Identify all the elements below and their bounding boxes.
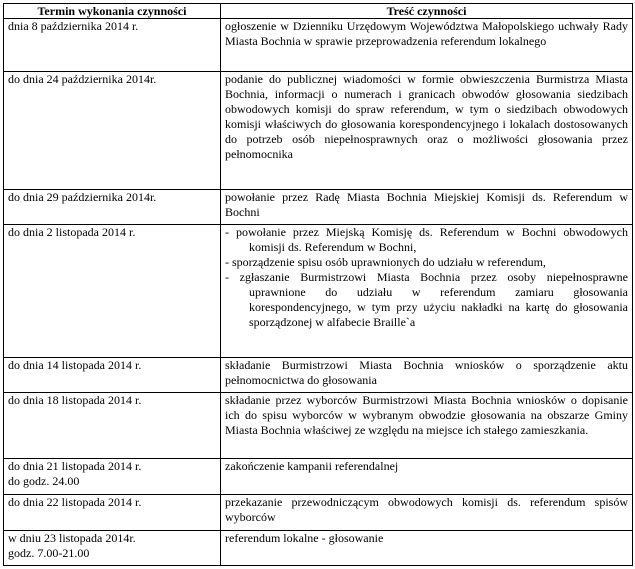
term-date: do dnia 18 listopada 2014 r. (8, 393, 142, 407)
activity-list-item: - zgłaszanie Burmistrzowi Miasta Bochnia przez osoby niepełnosprawne uprawnione do udziału w referendum zamiaru głosowania korespondencyjnego, w tym przy użyciu nakładki na kartę do głosowania sporządzonej w alfabecie Braille`a (225, 270, 628, 329)
activity-list (225, 225, 628, 330)
table-row (4, 72, 633, 190)
term-cell (4, 459, 221, 495)
term-time: do godz. 24.00 (8, 474, 80, 488)
table-row (4, 459, 633, 495)
table-row (4, 358, 633, 393)
term-cell (4, 531, 221, 566)
term-cell (4, 72, 221, 190)
term-cell (4, 358, 221, 393)
term-cell (4, 19, 221, 72)
header-row (4, 4, 633, 19)
header-activity: Treść czynności (221, 4, 633, 19)
activity-cell: składanie Burmistrzowi Miasta Bochnia wniosków o sporządzenie aktu pełnomocnictwa do głosowania (221, 358, 633, 393)
activity-cell: składanie przez wyborców Burmistrzowi Miasta Bochnia wniosków o dopisanie ich do spisu wyborców w wybranym obwodzie głosowania na obszarze Gminy Miasta Bochnia właściwej ze względu na miejsce ich stałego zamieszkania. (221, 393, 633, 459)
header-term: Termin wykonania czynności (4, 4, 221, 19)
term-date: do dnia 29 października 2014r. (8, 190, 157, 204)
term-date: dnia 8 października 2014 r. (8, 19, 139, 33)
term-cell (4, 190, 221, 225)
term-cell (4, 393, 221, 459)
table-row (4, 225, 633, 358)
activity-list-item: - powołanie przez Miejską Komisję ds. Referendum w Bochni obwodowych komisji ds. Referendum w Bochni, (225, 225, 628, 254)
table-row (4, 393, 633, 459)
table-row (4, 531, 633, 566)
table-row (4, 495, 633, 531)
term-date: do dnia 14 listopada 2014 r. (8, 358, 142, 372)
table-row (4, 190, 633, 225)
activity-cell: podanie do publicznej wiadomości w formie obwieszczenia Burmistrza Miasta Bochnia, informacji o numerach i granicach obwodów głosowania siedzibach obwodowych komisji do spraw referendum, w tym o siedzibach obwodowych komisji właściwych do głosowania korespondencyjnego i lokalach dostosowanych do potrzeb osób niepełnosprawnych oraz o możliwości głosowania przez pełnomocnika (221, 72, 633, 190)
activity-cell: zakończenie kampanii referendalnej (221, 459, 633, 495)
term-date: do dnia 24 października 2014r. (8, 72, 157, 86)
activity-list-item: - sporządzenie spisu osób uprawnionych do udziału w referendum, (225, 255, 546, 269)
activity-cell (221, 225, 633, 358)
term-date: w dniu 23 listopada 2014r. (8, 531, 136, 545)
activity-cell: referendum lokalne - głosowanie (221, 531, 633, 566)
term-cell (4, 225, 221, 358)
activity-cell: przekazanie przewodniczącym obwodowych komisji ds. referendum spisów wyborców (221, 495, 633, 531)
term-cell (4, 495, 221, 531)
activity-cell: ogłoszenie w Dzienniku Urzędowym Województwa Małopolskiego uchwały Rady Miasta Bochnia w sprawie przeprowadzenia referendum lokalnego (221, 19, 633, 72)
term-time: godz. 7.00-21.00 (8, 546, 90, 560)
term-date: do dnia 22 listopada 2014 r. (8, 495, 142, 509)
term-date: do dnia 21 listopada 2014 r. (8, 459, 142, 473)
table-row (4, 19, 633, 72)
activity-cell: powołanie przez Radę Miasta Bochnia Miejskiej Komisji ds. Referendum w Bochni (221, 190, 633, 225)
schedule-table (3, 3, 633, 566)
term-date: do dnia 2 listopada 2014 r. (8, 225, 136, 239)
